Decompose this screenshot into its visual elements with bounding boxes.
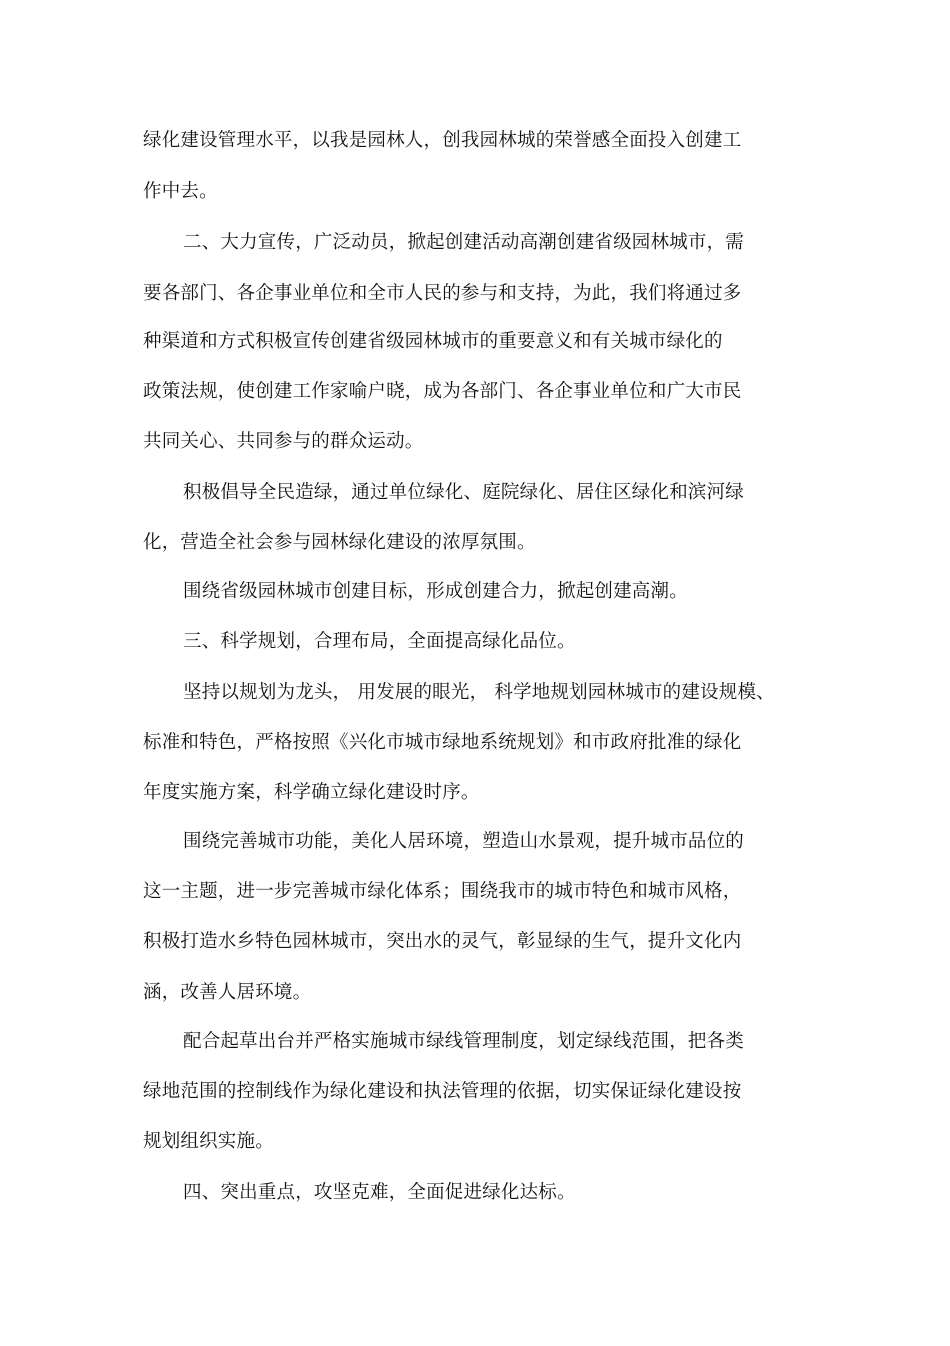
text-line: 作中去。 [143, 181, 218, 202]
section-heading: 四、突出重点，攻坚克难，全面促进绿化达标。 [183, 1182, 576, 1203]
text-line: 积极打造水乡特色园林城市，突出水的灵气，彰显绿的生气，提升文化内 [143, 931, 742, 952]
text-line: 配合起草出台并严格实施城市绿线管理制度，划定绿线范围，把各类 [183, 1031, 745, 1052]
text-line: 要各部门、各企事业单位和全市人民的参与和支持，为此，我们将通过多 [143, 283, 742, 304]
text-line: 共同关心、共同参与的群众运动。 [143, 431, 424, 452]
text-line: 围绕省级园林城市创建目标，形成创建合力，掀起创建高潮。 [183, 581, 688, 602]
section-heading: 三、科学规划，合理布局，全面提高绿化品位。 [183, 631, 576, 652]
section-heading: 二、大力宣传，广泛动员，掀起创建活动高潮创建省级园林城市，需 [183, 232, 745, 253]
text-line: 绿化建设管理水平，以我是园林人，创我园林城的荣誉感全面投入创建工 [143, 130, 742, 151]
text-line: 化，营造全社会参与园林绿化建设的浓厚氛围。 [143, 532, 536, 553]
text-line: 政策法规，使创建工作家喻户晓，成为各部门、各企事业单位和广大市民 [143, 381, 742, 402]
text-line: 绿地范围的控制线作为绿化建设和执法管理的依据，切实保证绿化建设按 [143, 1081, 742, 1102]
text-line: 积极倡导全民造绿，通过单位绿化、庭院绿化、居住区绿化和滨河绿 [183, 482, 745, 503]
text-line: 种渠道和方式积极宣传创建省级园林城市的重要意义和有关城市绿化的 [143, 331, 723, 352]
text-line: 标准和特色，严格按照《兴化市城市绿地系统规划》和市政府批准的绿化 [143, 732, 742, 753]
text-line: 坚持以规划为龙头， 用发展的眼光， 科学地规划园林城市的建设规模、 [183, 682, 775, 703]
text-line: 年度实施方案，科学确立绿化建设时序。 [143, 782, 480, 803]
text-line: 围绕完善城市功能，美化人居环境，塑造山水景观，提升城市品位的 [183, 831, 745, 852]
text-line: 这一主题，进一步完善城市绿化体系；围绕我市的城市特色和城市风格， [143, 881, 742, 902]
text-line: 规划组织实施。 [143, 1131, 274, 1152]
text-line: 涵，改善人居环境。 [143, 982, 312, 1003]
